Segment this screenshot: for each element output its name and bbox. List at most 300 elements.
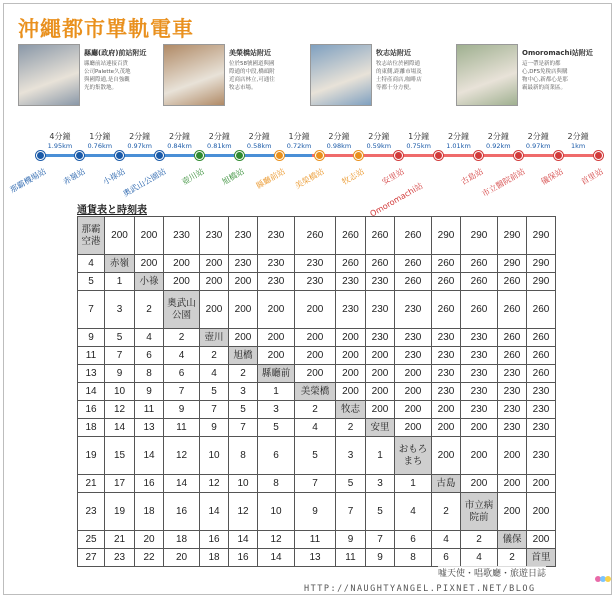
station-cell: 小祿 xyxy=(135,273,164,291)
time-cell: 9 xyxy=(336,531,366,549)
photo xyxy=(456,44,518,106)
fare-cell: 200 xyxy=(135,255,164,273)
time-cell: 2 xyxy=(200,347,229,365)
time-cell: 2 xyxy=(229,365,258,383)
time-cell: 12 xyxy=(200,475,229,493)
table-row xyxy=(78,291,556,329)
fare-cell: 200 xyxy=(200,255,229,273)
fare-cell: 230 xyxy=(432,329,461,347)
fare-cell: 230 xyxy=(527,401,556,419)
time-cell: 2 xyxy=(164,329,200,347)
photo xyxy=(18,44,80,106)
time-cell: 8 xyxy=(135,365,164,383)
time-cell: 6 xyxy=(135,347,164,365)
time-cell: 19 xyxy=(105,493,135,531)
fare-cell: 200 xyxy=(461,475,498,493)
fare-cell: 260 xyxy=(498,329,527,347)
segment-label xyxy=(441,132,477,150)
fare-cell: 200 xyxy=(498,437,527,475)
station-dot xyxy=(514,151,523,160)
fare-cell: 230 xyxy=(336,291,366,329)
station-name: 小祿站 xyxy=(101,166,127,187)
time-cell: 14 xyxy=(200,493,229,531)
time-cell: 5 xyxy=(336,475,366,493)
time-cell: 7 xyxy=(366,531,395,549)
time-cell: 3 xyxy=(229,383,258,401)
segment-distance: 0.58km xyxy=(246,142,272,150)
fare-cell: 260 xyxy=(498,273,527,291)
fare-cell: 200 xyxy=(527,475,556,493)
station-dot xyxy=(394,151,403,160)
station-name: 壺川站 xyxy=(180,166,207,187)
segment-label xyxy=(162,132,198,150)
time-cell: 11 xyxy=(336,549,366,567)
time-cell: 10 xyxy=(105,383,135,401)
station-name: Omoromachi站 xyxy=(368,181,425,219)
fare-cell: 290 xyxy=(461,217,498,255)
fare-cell: 200 xyxy=(336,347,366,365)
segment-distance: 0.76km xyxy=(87,142,113,150)
segment-label xyxy=(560,132,596,150)
time-cell: 2 xyxy=(135,291,164,329)
fare-cell: 230 xyxy=(498,419,527,437)
fare-cell: 260 xyxy=(366,217,395,255)
fare-cell: 260 xyxy=(527,365,556,383)
time-cell: 14 xyxy=(135,437,164,475)
fare-cell: 230 xyxy=(527,419,556,437)
time-cell: 2 xyxy=(336,419,366,437)
time-cell: 7 xyxy=(78,291,105,329)
fare-cell: 260 xyxy=(461,273,498,291)
fare-cell: 230 xyxy=(432,365,461,383)
time-cell: 4 xyxy=(78,255,105,273)
fare-cell: 200 xyxy=(432,401,461,419)
time-cell: 8 xyxy=(229,437,258,475)
time-cell: 9 xyxy=(105,365,135,383)
time-cell: 6 xyxy=(395,531,432,549)
time-cell: 14 xyxy=(164,475,200,493)
photo-description: 位於58號國道與國際通的中段,橋頭附近商店林立,可通往牧志市場。 xyxy=(229,61,275,91)
fare-cell: 260 xyxy=(527,347,556,365)
fare-cell: 200 xyxy=(395,383,432,401)
table-row xyxy=(78,273,556,291)
segment-distance: 0.97km xyxy=(525,142,551,150)
time-cell: 4 xyxy=(432,531,461,549)
time-cell: 11 xyxy=(135,401,164,419)
table-row xyxy=(78,475,556,493)
station-cell: 儀保 xyxy=(498,531,527,549)
fare-cell: 230 xyxy=(258,217,295,255)
station-dot xyxy=(195,151,204,160)
fare-cell: 260 xyxy=(432,273,461,291)
photo xyxy=(163,44,225,106)
station-dot xyxy=(474,151,483,160)
fare-cell: 200 xyxy=(498,475,527,493)
fare-cell: 200 xyxy=(164,273,200,291)
segment-distance: 0.92km xyxy=(486,142,511,150)
fare-table-title: 通貨表と時刻表 xyxy=(77,205,147,216)
segment-distance: 0.72km xyxy=(286,142,312,150)
time-cell: 3 xyxy=(336,437,366,475)
segment-label xyxy=(281,132,317,150)
fare-cell: 230 xyxy=(461,383,498,401)
photo-description: 這一帶是新的都心,DFS免稅店與購物中心,新都心是那霸最新的商業區。 xyxy=(522,61,568,91)
time-cell: 1 xyxy=(105,273,135,291)
segment-time: 2分鐘 xyxy=(328,132,350,141)
fare-cell: 200 xyxy=(258,347,295,365)
fare-cell: 230 xyxy=(498,383,527,401)
segment-label xyxy=(122,132,158,150)
time-cell: 3 xyxy=(366,475,395,493)
fare-cell: 230 xyxy=(461,401,498,419)
time-cell: 8 xyxy=(258,475,295,493)
station-name: 市立醫院前站 xyxy=(480,166,527,199)
time-cell: 2 xyxy=(295,401,336,419)
time-cell: 10 xyxy=(258,493,295,531)
fare-cell: 290 xyxy=(498,217,527,255)
segment-label xyxy=(361,132,397,150)
fare-cell: 230 xyxy=(229,255,258,273)
fare-cell: 290 xyxy=(498,255,527,273)
fare-cell: 230 xyxy=(295,273,336,291)
fare-cell: 230 xyxy=(527,437,556,475)
fare-cell: 200 xyxy=(461,419,498,437)
segment-distance: 1.95km xyxy=(47,142,73,150)
time-cell: 12 xyxy=(229,493,258,531)
fare-cell: 230 xyxy=(229,217,258,255)
photo-title: 縣廳(政府)前站附近 xyxy=(84,49,147,57)
time-cell: 9 xyxy=(164,401,200,419)
time-cell: 9 xyxy=(78,329,105,347)
time-cell: 5 xyxy=(258,419,295,437)
fare-cell: 230 xyxy=(366,273,395,291)
time-cell: 5 xyxy=(295,437,336,475)
time-cell: 7 xyxy=(295,475,336,493)
segment-time: 2分鐘 xyxy=(168,132,191,141)
station-name: 牧志站 xyxy=(340,166,366,187)
table-row xyxy=(78,549,556,567)
time-cell: 19 xyxy=(78,437,105,475)
fare-cell: 200 xyxy=(366,383,395,401)
fare-cell: 200 xyxy=(336,365,366,383)
photo xyxy=(310,44,372,106)
fare-cell: 200 xyxy=(527,493,556,531)
segment-time: 2分鐘 xyxy=(129,132,151,141)
segment-time: 2分鐘 xyxy=(248,132,270,141)
station-cell: 古島 xyxy=(432,475,461,493)
fare-cell: 200 xyxy=(229,329,258,347)
station-dot xyxy=(554,151,563,160)
segment-time: 2分鐘 xyxy=(368,132,390,141)
time-cell: 9 xyxy=(366,549,395,567)
time-cell: 13 xyxy=(135,419,164,437)
time-cell: 16 xyxy=(164,493,200,531)
station-name: 旭橋站 xyxy=(220,166,246,187)
time-cell: 16 xyxy=(200,531,229,549)
station-cell: 旭橋 xyxy=(229,347,258,365)
fare-cell: 230 xyxy=(461,347,498,365)
station-dot xyxy=(354,151,363,160)
fare-cell: 200 xyxy=(258,291,295,329)
table-row xyxy=(78,365,556,383)
fare-cell: 200 xyxy=(395,365,432,383)
time-cell: 10 xyxy=(229,475,258,493)
time-cell: 7 xyxy=(336,493,366,531)
table-row xyxy=(78,217,556,255)
time-cell: 25 xyxy=(78,531,105,549)
fare-cell: 230 xyxy=(527,383,556,401)
fare-cell: 200 xyxy=(395,401,432,419)
time-cell: 3 xyxy=(105,291,135,329)
segment-label xyxy=(321,132,357,150)
fare-cell: 260 xyxy=(336,217,366,255)
station-dot xyxy=(36,151,45,160)
station-cell: 赤嶺 xyxy=(105,255,135,273)
photo-title: 牧志站附近 xyxy=(376,49,411,57)
station-dot xyxy=(115,151,124,160)
segment-distance: 0.84km xyxy=(167,142,192,150)
station-cell: 那霸 空港 xyxy=(78,217,105,255)
page-title: 沖繩都市單軌電車 xyxy=(18,16,194,41)
time-cell: 6 xyxy=(258,437,295,475)
time-cell: 1 xyxy=(395,475,432,493)
station-dot xyxy=(315,151,324,160)
segment-time: 2分鐘 xyxy=(487,132,509,141)
time-cell: 13 xyxy=(78,365,105,383)
station-cell: おもろ まち xyxy=(395,437,432,475)
fare-cell: 260 xyxy=(366,255,395,273)
photo-description: 縣廳前站連接百貨公司Palette久茂地與國際通,是自強觀光的集散地。 xyxy=(84,61,131,91)
fare-cell: 200 xyxy=(229,273,258,291)
fare-cell: 200 xyxy=(336,329,366,347)
segment-time: 2分鐘 xyxy=(527,132,549,141)
segment-distance: 1.01km xyxy=(446,142,471,150)
time-cell: 2 xyxy=(461,531,498,549)
page xyxy=(3,3,612,595)
time-cell: 6 xyxy=(164,365,200,383)
segment-label xyxy=(480,132,516,150)
time-cell: 21 xyxy=(78,475,105,493)
station-name: 古島站 xyxy=(459,166,486,187)
time-cell: 2 xyxy=(498,549,527,567)
candy-icon xyxy=(594,574,612,584)
segment-distance: 0.75km xyxy=(406,142,431,150)
fare-cell: 230 xyxy=(395,329,432,347)
fare-cell: 200 xyxy=(200,291,229,329)
table-row xyxy=(78,531,556,549)
photo-description: 牧志站位於國際通的東側,距離市場及土特產商店,咖啡店等都十分方便。 xyxy=(376,61,422,91)
fare-cell: 260 xyxy=(461,291,498,329)
time-cell: 7 xyxy=(105,347,135,365)
time-cell: 7 xyxy=(200,401,229,419)
segment-label xyxy=(520,132,556,150)
time-cell: 5 xyxy=(366,493,395,531)
fare-cell: 230 xyxy=(432,383,461,401)
time-cell: 17 xyxy=(105,475,135,493)
station-dot xyxy=(434,151,443,160)
fare-cell: 230 xyxy=(200,217,229,255)
time-cell: 1 xyxy=(366,437,395,475)
segment-time: 4分鐘 xyxy=(49,132,71,141)
segment-time: 2分鐘 xyxy=(447,132,470,141)
time-cell: 7 xyxy=(164,383,200,401)
time-cell: 9 xyxy=(295,493,336,531)
station-cell: 壺川 xyxy=(200,329,229,347)
fare-cell: 230 xyxy=(461,365,498,383)
station-dot xyxy=(275,151,284,160)
fare-cell: 200 xyxy=(498,493,527,531)
time-cell: 12 xyxy=(105,401,135,419)
time-cell: 5 xyxy=(78,273,105,291)
fare-cell: 260 xyxy=(432,255,461,273)
fare-cell: 290 xyxy=(527,217,556,255)
blog-url: HTTP://NAUGHTYANGEL.PIXNET.NET/BLOG xyxy=(304,584,536,594)
station-cell: 縣廳前 xyxy=(258,365,295,383)
fare-cell: 230 xyxy=(395,347,432,365)
segment-distance: 0.98km xyxy=(326,142,352,150)
time-cell: 16 xyxy=(229,549,258,567)
fare-cell: 260 xyxy=(461,255,498,273)
fare-cell: 200 xyxy=(200,273,229,291)
station-cell: 首里 xyxy=(527,549,556,567)
fare-cell: 260 xyxy=(395,273,432,291)
station-dot xyxy=(594,151,603,160)
fare-cell: 230 xyxy=(366,291,395,329)
fare-cell: 230 xyxy=(395,291,432,329)
fare-cell: 200 xyxy=(135,217,164,255)
fare-cell: 260 xyxy=(527,329,556,347)
segment-label xyxy=(201,132,237,150)
time-cell: 18 xyxy=(164,531,200,549)
time-cell: 14 xyxy=(258,549,295,567)
time-cell: 11 xyxy=(164,419,200,437)
table-row xyxy=(78,383,556,401)
station-name: 美榮橋站 xyxy=(293,166,327,191)
time-cell: 5 xyxy=(229,401,258,419)
table-row xyxy=(78,329,556,347)
time-cell: 16 xyxy=(78,401,105,419)
fare-cell: 260 xyxy=(527,291,556,329)
fare-cell: 290 xyxy=(432,217,461,255)
fare-cell: 200 xyxy=(295,329,336,347)
fare-cell: 290 xyxy=(527,255,556,273)
segment-label xyxy=(241,132,277,150)
time-cell: 4 xyxy=(200,365,229,383)
station-name: 赤嶺站 xyxy=(61,166,87,187)
fare-cell: 230 xyxy=(258,255,295,273)
station-name: 奧武山公園站 xyxy=(121,166,168,199)
time-cell: 8 xyxy=(395,549,432,567)
segment-distance: 1km xyxy=(570,142,586,150)
station-cell: 奧武山 公園 xyxy=(164,291,200,329)
time-cell: 5 xyxy=(105,329,135,347)
time-cell: 7 xyxy=(229,419,258,437)
fare-cell: 260 xyxy=(498,291,527,329)
time-cell: 22 xyxy=(135,549,164,567)
fare-cell: 230 xyxy=(258,273,295,291)
station-name: 儀保站 xyxy=(539,166,565,187)
station-dot xyxy=(155,151,164,160)
time-cell: 6 xyxy=(432,549,461,567)
time-cell: 4 xyxy=(461,549,498,567)
table-row xyxy=(78,401,556,419)
time-cell: 23 xyxy=(78,493,105,531)
fare-cell: 200 xyxy=(366,401,395,419)
time-cell: 14 xyxy=(229,531,258,549)
fare-cell: 200 xyxy=(164,255,200,273)
time-cell: 9 xyxy=(200,419,229,437)
fare-cell: 230 xyxy=(432,347,461,365)
station-cell: 市立病 院前 xyxy=(461,493,498,531)
segment-time: 1分鐘 xyxy=(408,132,430,141)
fare-cell: 200 xyxy=(295,291,336,329)
table-row xyxy=(78,255,556,273)
table-row xyxy=(78,419,556,437)
fare-cell: 200 xyxy=(366,347,395,365)
fare-cell: 260 xyxy=(498,347,527,365)
time-cell: 20 xyxy=(135,531,164,549)
fare-cell: 200 xyxy=(366,365,395,383)
segment-distance: 0.97km xyxy=(127,142,152,150)
fare-cell: 200 xyxy=(105,217,135,255)
time-cell: 14 xyxy=(78,383,105,401)
segment-distance: 0.59km xyxy=(366,142,392,150)
fare-cell: 200 xyxy=(461,437,498,475)
time-cell: 18 xyxy=(200,549,229,567)
station-cell: 美榮橋 xyxy=(295,383,336,401)
time-cell: 5 xyxy=(200,383,229,401)
station-dot xyxy=(235,151,244,160)
segment-label xyxy=(82,132,118,150)
time-cell: 3 xyxy=(258,401,295,419)
fare-cell: 230 xyxy=(336,273,366,291)
time-cell: 10 xyxy=(200,437,229,475)
time-cell: 4 xyxy=(164,347,200,365)
fare-cell: 200 xyxy=(295,347,336,365)
time-cell: 20 xyxy=(164,549,200,567)
station-dot xyxy=(75,151,84,160)
time-cell: 27 xyxy=(78,549,105,567)
segment-time: 2分鐘 xyxy=(208,132,230,141)
fare-cell: 230 xyxy=(366,329,395,347)
station-name: 安里站 xyxy=(380,166,406,187)
photo-title: Omoromachi站附近 xyxy=(522,49,593,57)
time-cell: 2 xyxy=(432,493,461,531)
fare-cell: 200 xyxy=(295,365,336,383)
fare-cell: 200 xyxy=(229,291,258,329)
time-cell: 11 xyxy=(295,531,336,549)
segment-time: 2分鐘 xyxy=(567,132,589,141)
station-name: 首里站 xyxy=(579,166,605,187)
fare-cell: 230 xyxy=(295,255,336,273)
time-cell: 4 xyxy=(135,329,164,347)
fare-cell: 230 xyxy=(164,217,200,255)
time-cell: 23 xyxy=(105,549,135,567)
table-row xyxy=(78,437,556,475)
time-cell: 12 xyxy=(164,437,200,475)
fare-cell: 200 xyxy=(395,419,432,437)
segment-label xyxy=(401,132,437,150)
segment-label xyxy=(42,132,78,150)
time-cell: 14 xyxy=(105,419,135,437)
fare-cell: 200 xyxy=(258,329,295,347)
fare-cell: 200 xyxy=(432,437,461,475)
station-name: 縣廳前站 xyxy=(254,166,287,191)
station-name: 那霸機場站 xyxy=(8,166,48,195)
watermark: 噓天使・唱歌廳・旅遊日誌 xyxy=(438,566,546,579)
fare-cell: 260 xyxy=(432,291,461,329)
fare-cell: 200 xyxy=(336,383,366,401)
